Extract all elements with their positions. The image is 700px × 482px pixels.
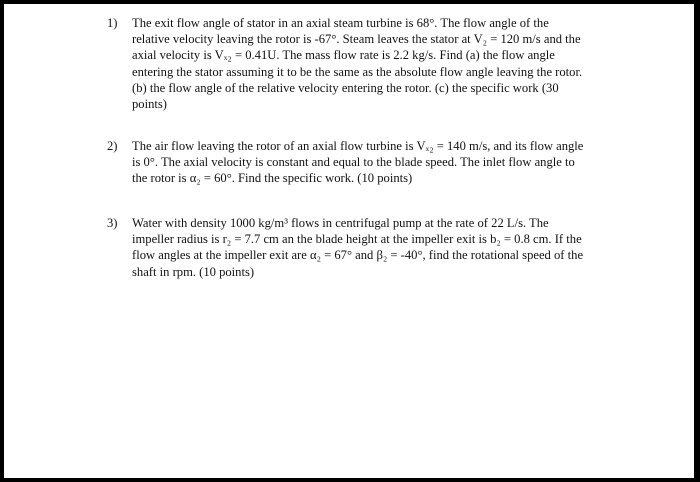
problem-line: impeller radius is r₂ = 7.7 cm an the blade height at the impeller exit is b₂ = 0.8 cm. If the — [132, 232, 582, 247]
problem-2 — [107, 138, 619, 187]
problem-line: is 0°. The axial velocity is constant and equal to the blade speed. The inlet flow angle to — [132, 155, 575, 170]
problem-text — [132, 215, 619, 280]
problem-text — [132, 138, 619, 187]
problem-line: (b) the flow angle of the relative velocity entering the rotor. (c) the specific work (30 — [132, 80, 559, 95]
problem-line: the rotor is α₂ = 60°. Find the specific work. (10 points) — [132, 171, 413, 186]
problem-line: shaft in rpm. (10 points) — [132, 264, 255, 279]
right-border — [694, 0, 700, 482]
problem-3 — [107, 215, 619, 280]
problem-line: points) — [132, 97, 167, 112]
problem-text — [132, 15, 619, 112]
bottom-border — [0, 478, 700, 482]
left-border — [0, 0, 4, 482]
problem-line: entering the stator assuming it to be the same as the absolute flow angle leaving the rotor. — [132, 64, 583, 79]
problem-number: 1) — [107, 16, 118, 30]
problem-line: The air flow leaving the rotor of an axial flow turbine is Vₓ₂ = 140 m/s, and its flow angle — [132, 139, 584, 153]
problem-1 — [107, 15, 619, 112]
problem-line: The exit flow angle of stator in an axial steam turbine is 68°. The flow angle of the — [132, 16, 549, 30]
problem-line: relative velocity leaving the rotor is -67°. Steam leaves the stator at V₂ = 120 m/s and the — [132, 32, 581, 47]
problem-number: 3) — [107, 216, 118, 230]
problem-number: 2) — [107, 139, 118, 153]
problem-line: axial velocity is Vₓ₂ = 0.41U. The mass flow rate is 2.2 kg/s. Find (a) the flow angle — [132, 48, 555, 63]
top-border — [0, 0, 700, 4]
problem-line: flow angles at the impeller exit are α₂ = 67° and β₂ = -40°, find the rotational speed of the — [132, 248, 584, 263]
problem-line: Water with density 1000 kg/m³ flows in centrifugal pump at the rate of 22 L/s. The — [132, 216, 549, 230]
